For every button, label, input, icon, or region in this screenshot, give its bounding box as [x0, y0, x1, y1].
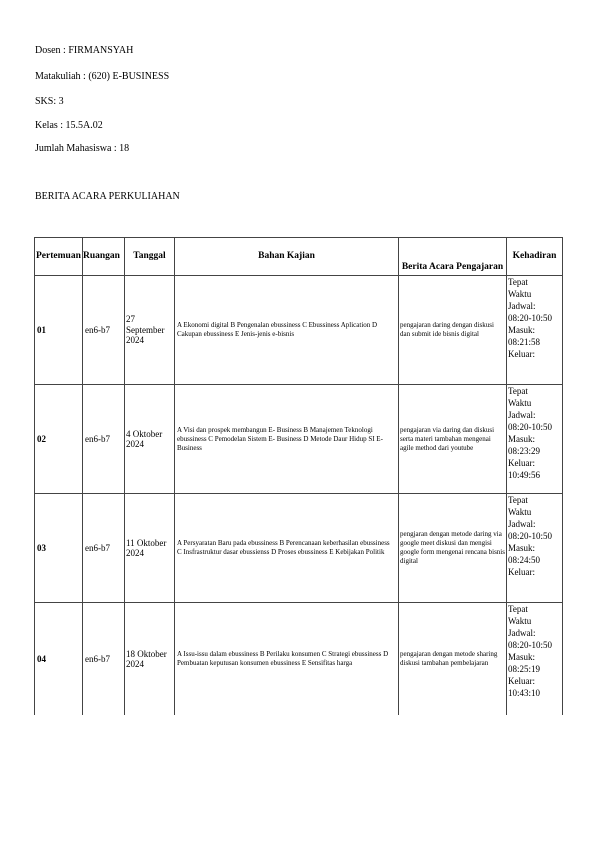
kehadiran-line: Masuk:: [508, 652, 535, 662]
kehadiran-line: Keluar:: [508, 567, 535, 577]
kehadiran-line: Tepat: [508, 495, 528, 505]
jumlah-mahasiswa-line: Jumlah Mahasiswa : 18: [35, 143, 130, 154]
table-header-row: [35, 238, 563, 276]
pertemuan-cell: 03: [35, 494, 83, 603]
bahan-kajian-cell: A Visi dan prospek membangun E- Business B Manajemen Teknologi ebussiness C Pemodelan Sistem E- Business D Metode Daur Hidup SI E- Business: [175, 385, 399, 494]
kehadiran-cell: [507, 603, 563, 716]
ruangan-cell: en6-b7: [83, 276, 125, 385]
ruangan-cell: en6-b7: [83, 494, 125, 603]
matakuliah-line: Matakuliah : (620) E-BUSINESS: [35, 71, 170, 82]
berita-acara-cell: pengajaran dengan metode sharing diskusi tambahan pembelajaran: [399, 603, 507, 716]
pertemuan-cell: 02: [35, 385, 83, 494]
kehadiran-line: Keluar:: [508, 676, 535, 686]
pertemuan-cell: 04: [35, 603, 83, 716]
kehadiran-line: Masuk:: [508, 543, 535, 553]
kehadiran-line: Keluar:: [508, 458, 535, 468]
sks-line: SKS: 3: [35, 96, 64, 107]
kehadiran-line: 08:20-10:50: [508, 640, 552, 650]
attendance-table: [34, 237, 563, 715]
header-pertemuan: Pertemuan: [35, 238, 83, 276]
kehadiran-line: 08:20-10:50: [508, 313, 552, 323]
kehadiran-line: 10:43:10: [508, 688, 541, 698]
pertemuan-cell: 01: [35, 276, 83, 385]
dosen-line: Dosen : FIRMANSYAH: [35, 45, 134, 56]
kehadiran-line: Waktu: [508, 398, 532, 408]
kehadiran-line: Tepat: [508, 604, 528, 614]
tanggal-cell: 4 Oktober 2024: [125, 385, 175, 494]
tanggal-cell: 27 September 2024: [125, 276, 175, 385]
kehadiran-line: Waktu: [508, 289, 532, 299]
header-tanggal: Tanggal: [125, 238, 175, 276]
kehadiran-line: 08:25:19: [508, 664, 541, 674]
kehadiran-line: Tepat: [508, 277, 528, 287]
tanggal-cell: 18 Oktober 2024: [125, 603, 175, 716]
kehadiran-line: Waktu: [508, 507, 532, 517]
kehadiran-cell: [507, 276, 563, 385]
header-berita-acara: Berita Acara Pengajaran: [399, 238, 507, 276]
berita-acara-cell: pengjaran dengan metode daring via google meet diskusi dan mengisi google form mengenai rencana bisnis digital: [399, 494, 507, 603]
berita-acara-cell: pengajaran daring dengan diskusi dan submit ide bisnis digital: [399, 276, 507, 385]
tanggal-cell: 11 Oktober 2024: [125, 494, 175, 603]
bahan-kajian-cell: A Issu-issu dalam ebussiness B Perilaku konsumen C Strategi ebussiness D Pembuatan keputusan konsumen ebussiness E Sensifitas harga: [175, 603, 399, 716]
table-row: [35, 276, 563, 385]
kehadiran-line: Jadwal:: [508, 519, 536, 529]
kehadiran-line: Jadwal:: [508, 628, 536, 638]
kehadiran-line: Masuk:: [508, 434, 535, 444]
kehadiran-line: Jadwal:: [508, 410, 536, 420]
ruangan-cell: en6-b7: [83, 603, 125, 716]
bahan-kajian-cell: A Ekonomi digital B Pengenalan ebussiness C Ebussiness Aplication D Cakupan ebussiness E Jenis-jenis e-bisnis: [175, 276, 399, 385]
header-ruangan: Ruangan: [83, 238, 125, 276]
header-bahan-kajian: Bahan Kajian: [175, 238, 399, 276]
kehadiran-line: 10:49:56: [508, 470, 541, 480]
section-title: BERITA ACARA PERKULIAHAN: [35, 191, 180, 202]
header-kehadiran: Kehadiran: [507, 238, 563, 276]
kehadiran-line: 08:24:50: [508, 555, 541, 565]
table-row: [35, 603, 563, 716]
kehadiran-line: 08:20-10:50: [508, 422, 552, 432]
kehadiran-line: 08:20-10:50: [508, 531, 552, 541]
berita-acara-cell: pengajaran via daring dan diskusi serta materi tambahan mengenai agile method dari youtube: [399, 385, 507, 494]
kehadiran-cell: [507, 385, 563, 494]
bahan-kajian-cell: A Persyaratan Baru pada ebussiness B Perencanaan keberhasilan ebussiness C Insfrastruktur dasar ebussienss D Proses ebussiness E Kebijakan Politik: [175, 494, 399, 603]
kehadiran-line: 08:21:58: [508, 337, 541, 347]
kehadiran-line: Masuk:: [508, 325, 535, 335]
kehadiran-line: Jadwal:: [508, 301, 536, 311]
kelas-line: Kelas : 15.5A.02: [35, 120, 103, 131]
table-row: [35, 494, 563, 603]
attendance-table-container: [34, 237, 562, 716]
kehadiran-line: Keluar:: [508, 349, 535, 359]
kehadiran-cell: [507, 494, 563, 603]
ruangan-cell: en6-b7: [83, 385, 125, 494]
kehadiran-line: 08:23:29: [508, 446, 541, 456]
table-row: [35, 385, 563, 494]
kehadiran-line: Waktu: [508, 616, 532, 626]
kehadiran-line: Tepat: [508, 386, 528, 396]
